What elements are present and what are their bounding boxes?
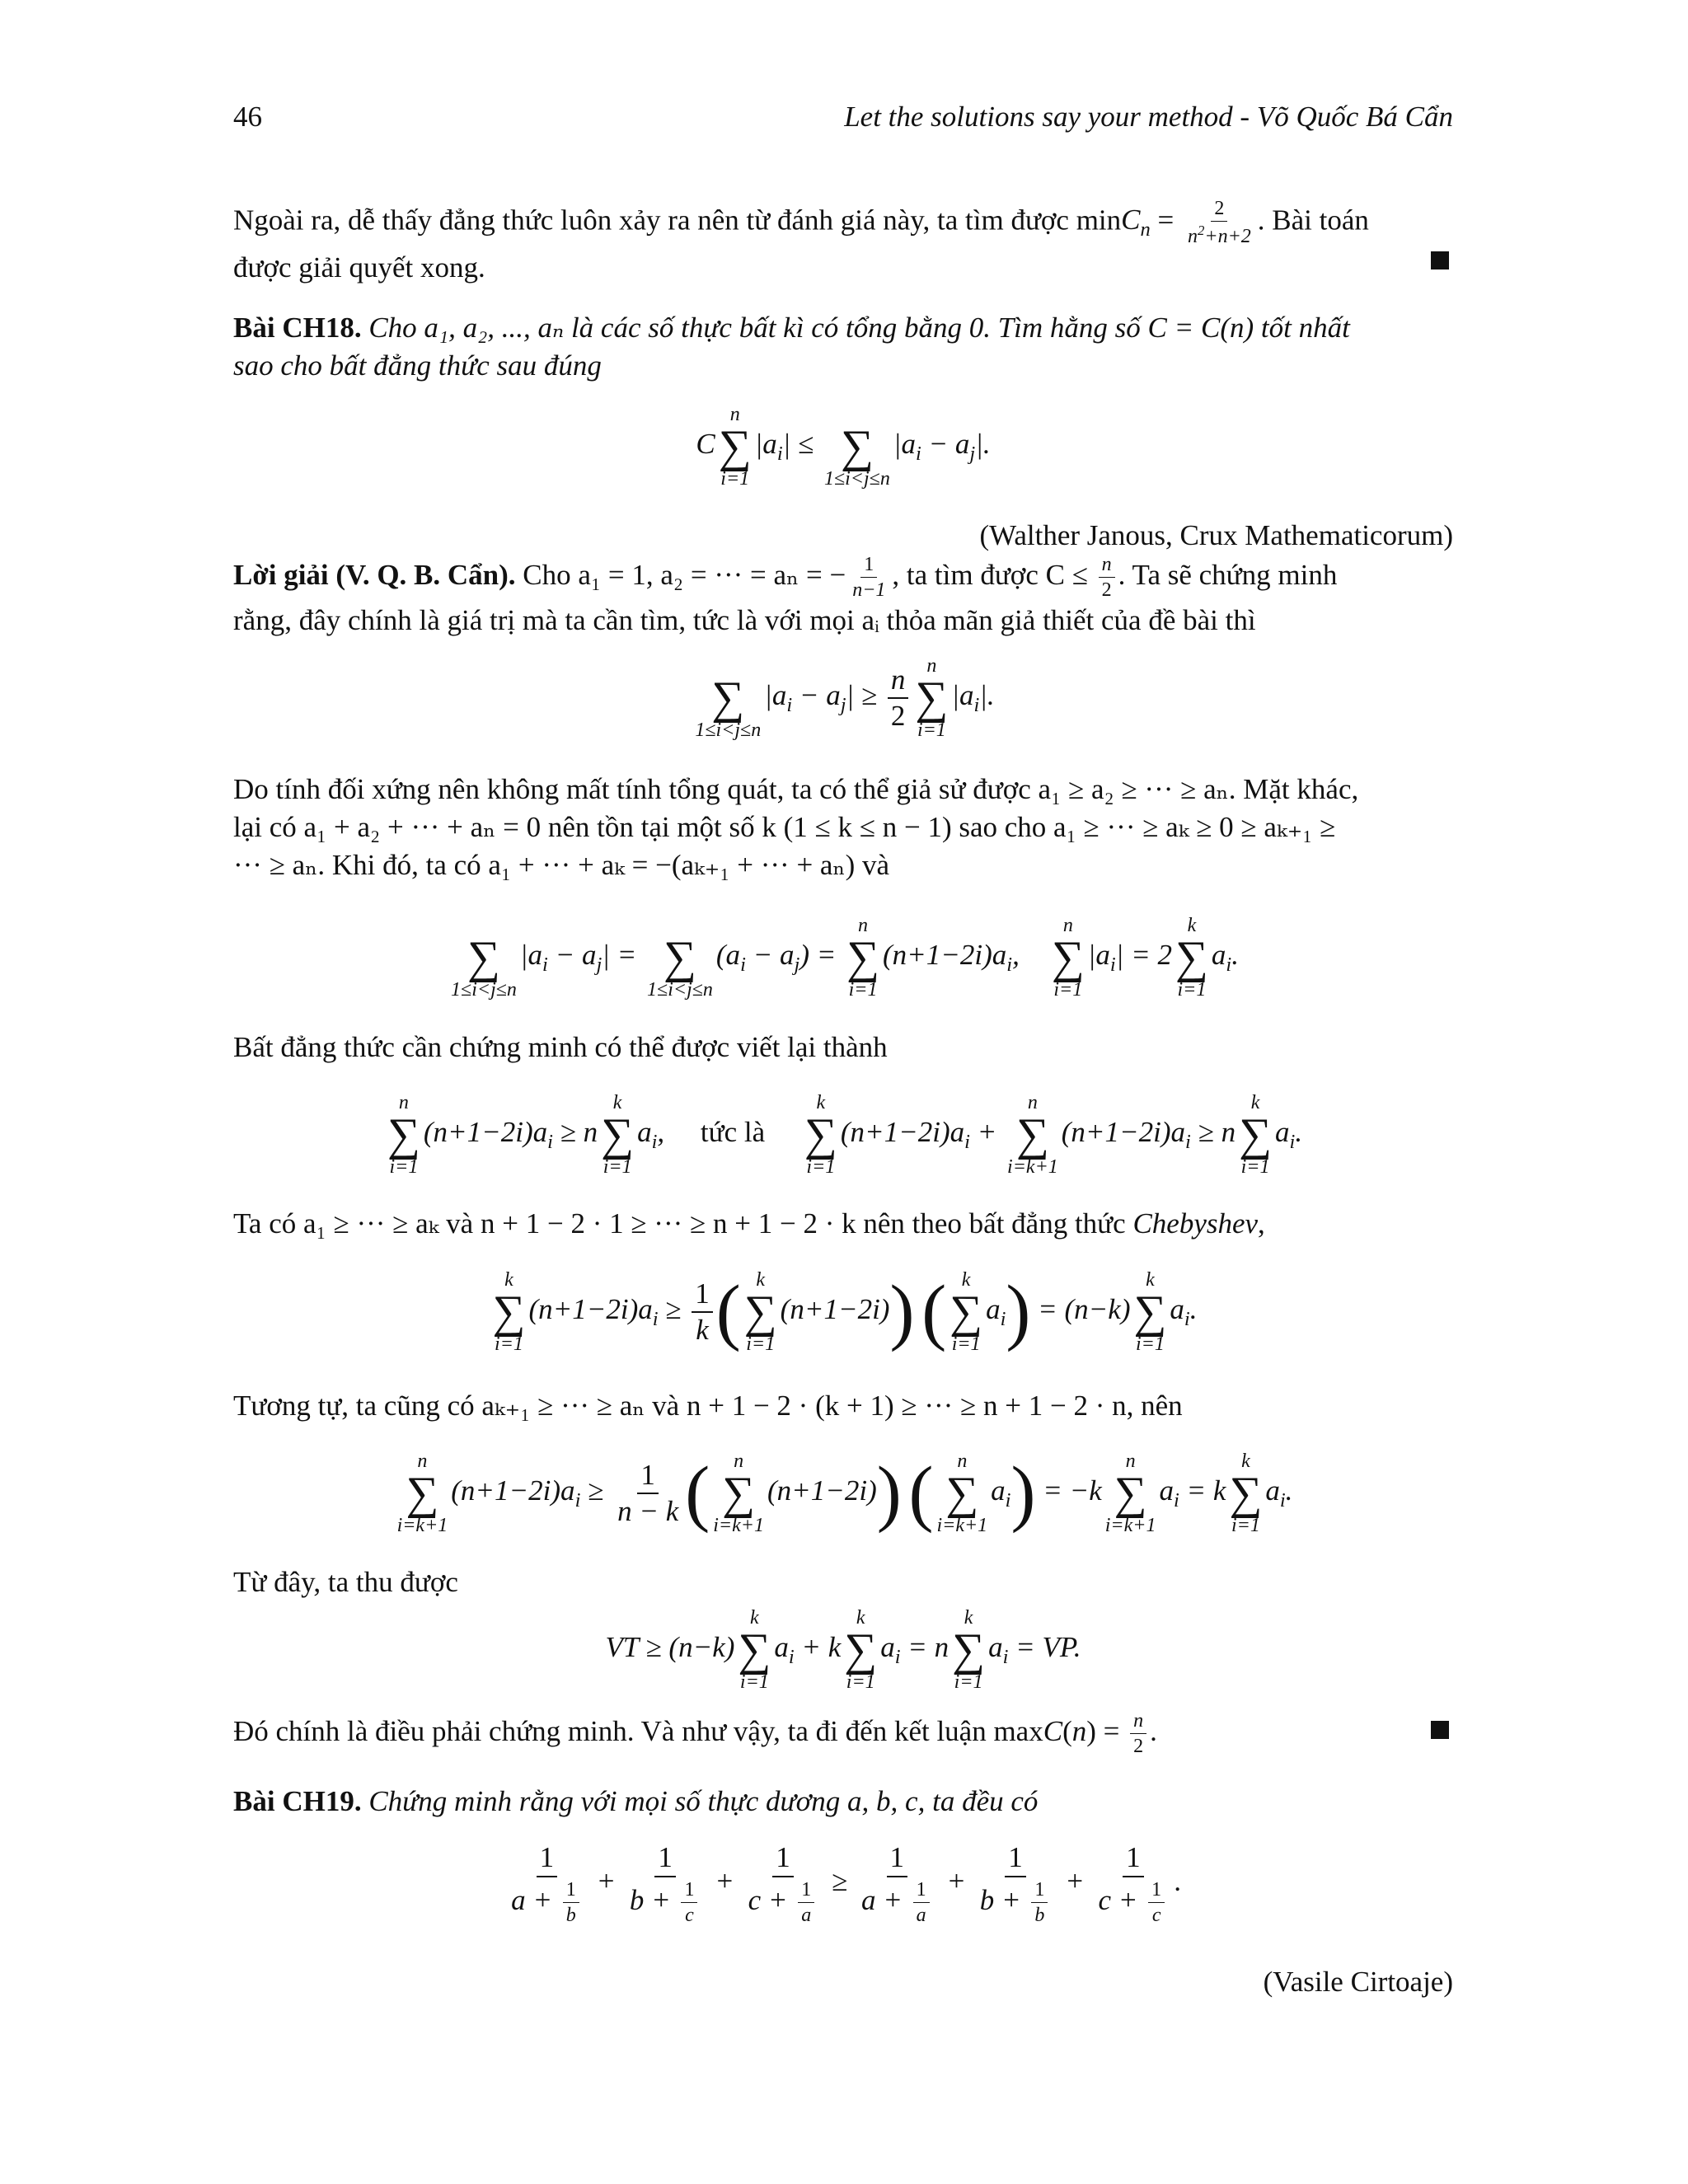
para2-line1: Do tính đối xứng nên không mất tính tổng quát, ta có thể giả sử được a₁ ≥ a₂ ≥ ··· ≥ aₙ. Mặt khác, bbox=[233, 773, 1359, 805]
para2-line3: ··· ≥ aₙ. Khi đó, ta có a₁ + ··· + aₖ = −(aₖ₊₁ + ··· + aₙ) và bbox=[233, 849, 890, 881]
final-text-b: . bbox=[1150, 1714, 1157, 1747]
similar-line bbox=[233, 1387, 1453, 1425]
final-text: Đó chính là điều phải chứng minh. Và như vậy, ta đi đến kết luận max bbox=[233, 1714, 1043, 1747]
rewrite-intro-text: Bất đẳng thức cần chứng minh có thể được viết lại thành bbox=[233, 1031, 888, 1063]
fraction-1-over-n-minus-1: $\frac{1}{n-1}$ bbox=[852, 554, 886, 602]
para2-line2: lại có a₁ + a₂ + ··· + aₙ = 0 nên tồn tại một số k (1 ≤ k ≤ n − 1) sao cho a₁ ≥ ··· ≥ aₖ ≥ 0 ≥ aₖ₊₁ ≥ bbox=[233, 811, 1336, 843]
problem-ch19 bbox=[233, 1783, 1453, 1821]
problem-statement-line2: sao cho bất đẳng thức sau đúng bbox=[233, 349, 602, 382]
equation-conclusion: VT ≥ (n−k) k ∑ i=1 $a_i + k$ k ∑ i=1 $a_i = n$ k ∑ i=1 $a_i$ = VP. bbox=[605, 1607, 1081, 1693]
equation-chebyshev-1: k ∑ i=1 $(n+1-2i)a_i$ ≥ $\frac{1}{k}$ ( k ∑ i=1 (n+1−2i)) ( k ∑ i=1 $a_i) = (n-k)$ k ∑ i=1 $a_i$. bbox=[492, 1269, 1198, 1355]
problem-label: Bài CH18. bbox=[233, 312, 362, 344]
equation-ch19: 1 a + $\frac{1}{b}$ + 1 b + $\frac{1}{c}$ + 1 c + $\frac{1}{a}$ ≥ 1 a + $\frac{1}{a}$ + 1 b + $\frac{1}{b}$ + 1 c + $\frac{1}{c}$ . bbox=[511, 1841, 1182, 1926]
similar-line-text: Tương tự, ta cũng có aₖ₊₁ ≥ ··· ≥ aₙ và n + 1 − 2 · (k + 1) ≥ ··· ≥ n + 1 − 2 · n, nên bbox=[233, 1390, 1183, 1422]
chebyshev-name: Chebyshev bbox=[1132, 1207, 1259, 1240]
intro-line2: được giải quyết xong. bbox=[233, 251, 485, 284]
solution-ch18 bbox=[233, 554, 1453, 640]
equation-ch18-statement: C n ∑ i=1 $|a_i|$ ≤ ∑ 1≤i<j≤n $|a_i - a_j|$. bbox=[696, 404, 991, 490]
intro-text: Ngoài ra, dễ thấy đẳng thức luôn xảy ra nên từ đánh giá này, ta tìm được min bbox=[233, 204, 1122, 237]
problem-ch18 bbox=[233, 309, 1453, 385]
cheb-text-b: , bbox=[1258, 1207, 1265, 1240]
intro-fraction: $\frac{2}{n^2+n+2}$ bbox=[1188, 198, 1251, 248]
solution-text-b: , ta tìm được C ≤ bbox=[892, 558, 1095, 591]
qed-mark-2 bbox=[1431, 1721, 1449, 1739]
tuc-la-text: tức là bbox=[700, 1116, 766, 1149]
fraction-n-over-2: $\frac{n}{2}$ bbox=[1099, 554, 1115, 602]
equation-sum-identity: ∑ 1≤i<j≤n $|a_i - a_j|$ = ∑ 1≤i<j≤n $(a_i - a_j)$ = n ∑ i=1 $(n+1-2i)a_i$, n ∑ i=1 $|a_i| = 2$ k ∑ i=1 $a_i$. bbox=[451, 915, 1239, 1001]
problem-ch19-label: Bài CH19. bbox=[233, 1785, 362, 1817]
citation-ch18: (Walther Janous, Crux Mathematicorum) bbox=[979, 519, 1453, 551]
final-line: Đó chính là điều phải chứng minh. Và như vậy, ta đi đến kết luận maxC(n) = $\frac{n}{2}$ . bbox=[233, 1710, 1157, 1758]
citation-ch19: (Vasile Cirtoaje) bbox=[1263, 1966, 1453, 1998]
intro-text-after: . Bài toán bbox=[1257, 204, 1369, 237]
solution-para2 bbox=[233, 771, 1453, 884]
equation-rewrite: n ∑ i=1 $(n+1-2i)a_i \ge n$ k ∑ i=1 $a_i$, tức là k ∑ i=1 $(n+1-2i)a_i$ + n ∑ i=k+1 $(n+1-2i)a_i \ge n$ k ∑ i=1 $a_i$. bbox=[387, 1092, 1303, 1178]
thus-line bbox=[233, 1563, 1453, 1601]
equation-chebyshev-2: n ∑ i=k+1 $(n+1-2i)a_i$ ≥ $\frac{1}{n - k}$ ( n ∑ i=k+1 (n+1−2i)) ( n ∑ i=k+1 $a_i) = -k$ n ∑ i=k+1 $a_i = k$ k ∑ i=1 $a_i$. bbox=[396, 1451, 1293, 1536]
cheb-text: Ta có a₁ ≥ ··· ≥ aₖ và n + 1 − 2 · 1 ≥ ··· ≥ n + 1 − 2 · k nên theo bất đẳng thức bbox=[233, 1207, 1133, 1240]
intro-paragraph: Ngoài ra, dễ thấy đẳng thức luôn xảy ra nên từ đánh giá này, ta tìm được minC$_n$ = $\frac{2}{n^2+n+2}$ . Bài toán được giải quyết xong. bbox=[233, 198, 1453, 287]
solution-label: Lời giải (V. Q. B. Cẩn). bbox=[233, 558, 516, 591]
page-number: 46 bbox=[233, 101, 262, 133]
problem-ch19-statement: Chứng minh rằng với mọi số thực dương a, b, c, ta đều có bbox=[361, 1785, 1039, 1817]
solution-text: Cho a₁ = 1, a₂ = ··· = aₙ = − bbox=[515, 558, 846, 591]
chebyshev-line bbox=[233, 1205, 1453, 1243]
solution-text-c: . Ta sẽ chứng minh bbox=[1118, 558, 1338, 591]
running-title: Let the solutions say your method - Võ Quốc Bá Cẩn bbox=[844, 101, 1453, 133]
problem-statement: Cho a₁, a₂, ..., aₙ là các số thực bất kì có tổng bằng 0. Tìm hằng số C = C(n) tốt nhất bbox=[361, 312, 1350, 344]
rewrite-intro bbox=[233, 1029, 1453, 1066]
fraction-n-over-2-final: $\frac{n}{2}$ bbox=[1130, 1710, 1146, 1758]
thus-line-text: Từ đây, ta thu được bbox=[233, 1566, 458, 1598]
solution-line2: rằng, đây chính là giá trị mà ta cần tìm, tức là với mọi aᵢ thỏa mãn giả thiết của đề bài thì bbox=[233, 603, 1256, 636]
qed-mark bbox=[1431, 251, 1449, 269]
equation-target: ∑ 1≤i<j≤n $|a_i - a_j|$ ≥ $\frac{n}{2}$ n ∑ i=1 $|a_i|$. bbox=[695, 655, 995, 741]
